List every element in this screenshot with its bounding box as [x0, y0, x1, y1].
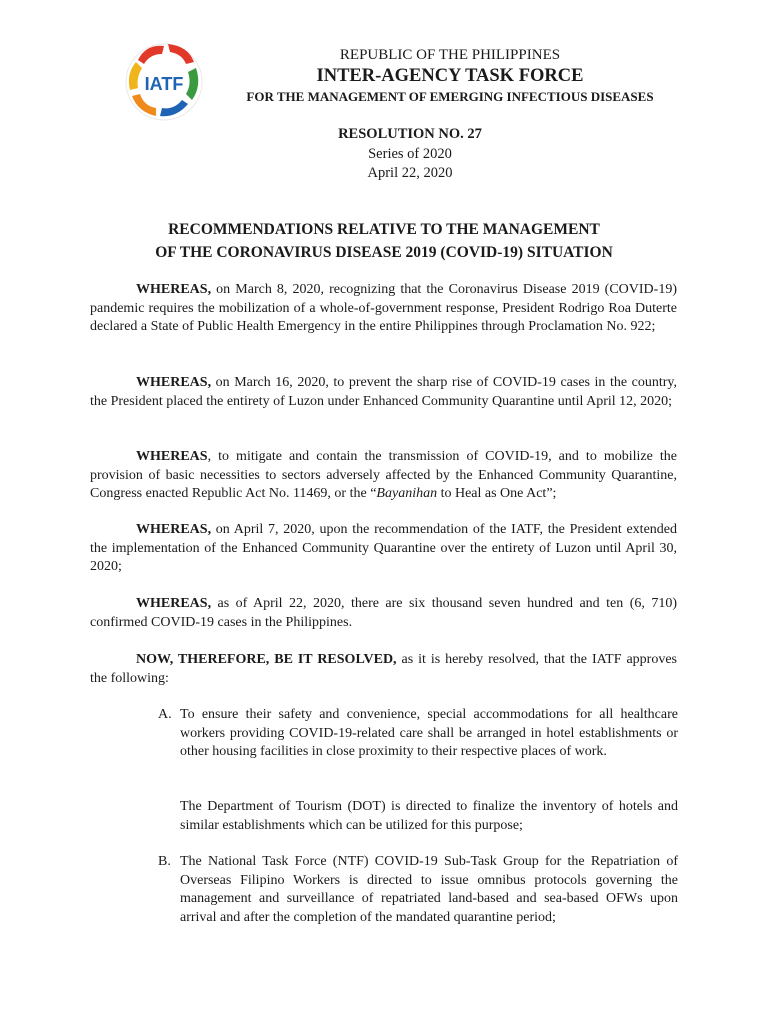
resolution-date: April 22, 2020	[367, 165, 453, 181]
list-item-a	[158, 706, 678, 762]
logo-text: IATF	[144, 74, 184, 94]
item-a-subparagraph: The Department of Tourism (DOT) is directed to finalize the inventory of hotels and similar establishments which can be utilized for this purpose;	[180, 799, 678, 833]
item-text: The National Task Force (NTF) COVID-19 Sub-Task Group for the Repatriation of Overseas Filipino Workers is directed to issue omnibus protocols governing the management and surveillance of repatriated land-based and sea-based OFWs upon arrival and after the completion of the mandated quarantine period;	[180, 854, 678, 925]
whereas-paragraph-2: WHEREAS, on March 16, 2020, to prevent the sharp rise of COVID-19 cases in the country, the President placed the entirety of Luzon under Enhanced Community Quarantine until April 12, 2020;	[90, 375, 677, 409]
resolution-number: RESOLUTION NO. 27	[338, 126, 482, 142]
item-letter: B.	[158, 854, 171, 869]
whereas-paragraph-3: WHEREAS, to mitigate and contain the transmission of COVID-19, and to mobilize the provision of basic necessities to sectors adversely affected by the Enhanced Community Quarantine, Congress enacted Republic Act No. 11469, or the “Bayanihan to Heal as One Act”;	[90, 449, 677, 501]
header-subtitle: FOR THE MANAGEMENT OF EMERGING INFECTIOUS DISEASES	[246, 89, 654, 104]
whereas-paragraph-4: WHEREAS, on April 7, 2020, upon the recommendation of the IATF, the President extended the implementation of the Enhanced Community Quarantine over the entirety of Luzon until April 30, 2020;	[90, 522, 677, 574]
item-text: To ensure their safety and convenience, special accommodations for all healthcare workers providing COVID-19-related care shall be arranged in hotel establishments or other housing facilities in close proximity to their respective places of work.	[180, 707, 678, 759]
document-title-line2: OF THE CORONAVIRUS DISEASE 2019 (COVID-19) SITUATION	[155, 244, 613, 261]
document-title-line1: RECOMMENDATIONS RELATIVE TO THE MANAGEMENT	[168, 221, 600, 238]
whereas-paragraph-5: WHEREAS, as of April 22, 2020, there are six thousand seven hundred and ten (6, 710) confirmed COVID-19 cases in the Philippines.	[90, 596, 677, 630]
resolution-series: Series of 2020	[368, 146, 452, 162]
whereas-paragraph-1: WHEREAS, on March 8, 2020, recognizing that the Coronavirus Disease 2019 (COVID-19) pandemic requires the mobilization of a whole-of-government response, President Rodrigo Roa Duterte declared a State of Public Health Emergency in the entire Philippines through Proclamation No. 922;	[90, 282, 677, 334]
header-agency: INTER-AGENCY TASK FORCE	[316, 66, 584, 86]
list-item-b	[158, 853, 678, 927]
item-letter: A.	[158, 707, 172, 722]
header-republic: REPUBLIC OF THE PHILIPPINES	[339, 47, 561, 63]
resolved-paragraph: NOW, THEREFORE, BE IT RESOLVED, as it is hereby resolved, that the IATF approves the following:	[90, 652, 677, 686]
